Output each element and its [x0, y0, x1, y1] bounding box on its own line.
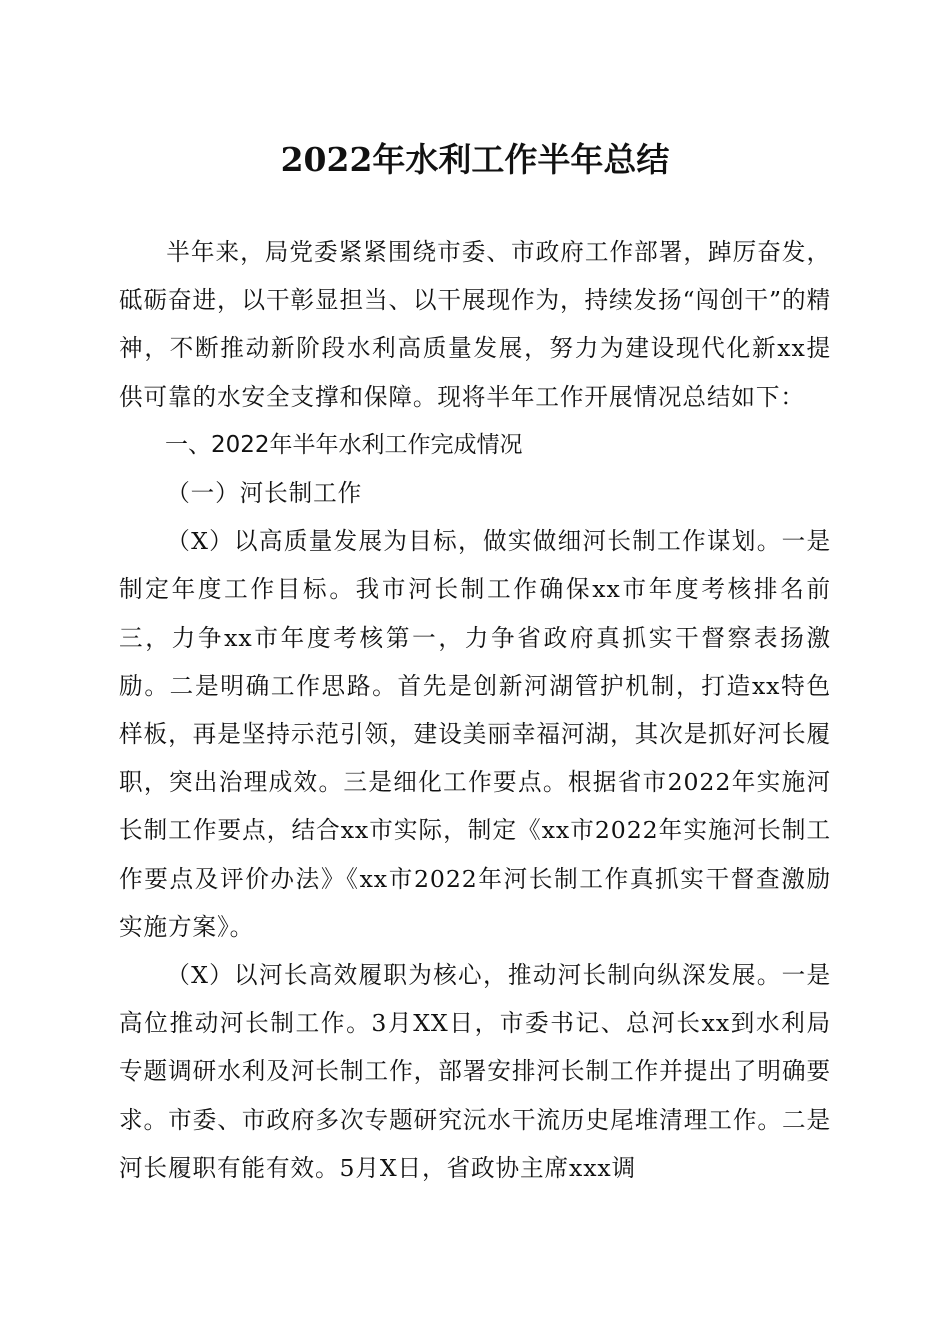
subsection-heading: （一）河长制工作 [166, 479, 363, 508]
body-paragraph-2: （X）以河长高效履职为核心，推动河长制向纵深发展。一是高位推动河长制工作。3月XX日，市委书记、总河长xx到水利局专题调研水利及河长制工作，部署安排河长制工作并提出了明确要求。市委、市政府多次专题研究沅水干流历史尾堆清理工作。二是河长履职有能有效。5月X日，省政协主席xxx调 [119, 961, 831, 1182]
section-heading: 一、2022年半年水利工作完成情况 [165, 431, 523, 458]
document-title: 2022年水利工作半年总结 [280, 140, 670, 179]
document-body [119, 228, 831, 1192]
intro-paragraph: 半年来，局党委紧紧围绕市委、市政府工作部署，踔厉奋发，砥砺奋进，以干彰显担当、以干展现作为，持续发扬“闯创干”的精神，不断推动新阶段水利高质量发展，努力为建设现代化新xx提供可靠的水安全支撑和保障。现将半年工作开展情况总结如下： [119, 238, 831, 411]
body-paragraph-1: （X）以高质量发展为目标，做实做细河长制工作谋划。一是制定年度工作目标。我市河长制工作确保xx市年度考核排名前三，力争xx市年度考核第一，力争省政府真抓实干督察表扬激励。二是明确工作思路。首先是创新河湖管护机制，打造xx特色样板，再是坚持示范引领，建设美丽幸福河湖，其次是抓好河长履职，突出治理成效。三是细化工作要点。根据省市2022年实施河长制工作要点，结合xx市实际，制定《xx市2022年实施河长制工作要点及评价办法》《xx市2022年河长制工作真抓实干督查激励实施方案》。 [119, 527, 831, 941]
